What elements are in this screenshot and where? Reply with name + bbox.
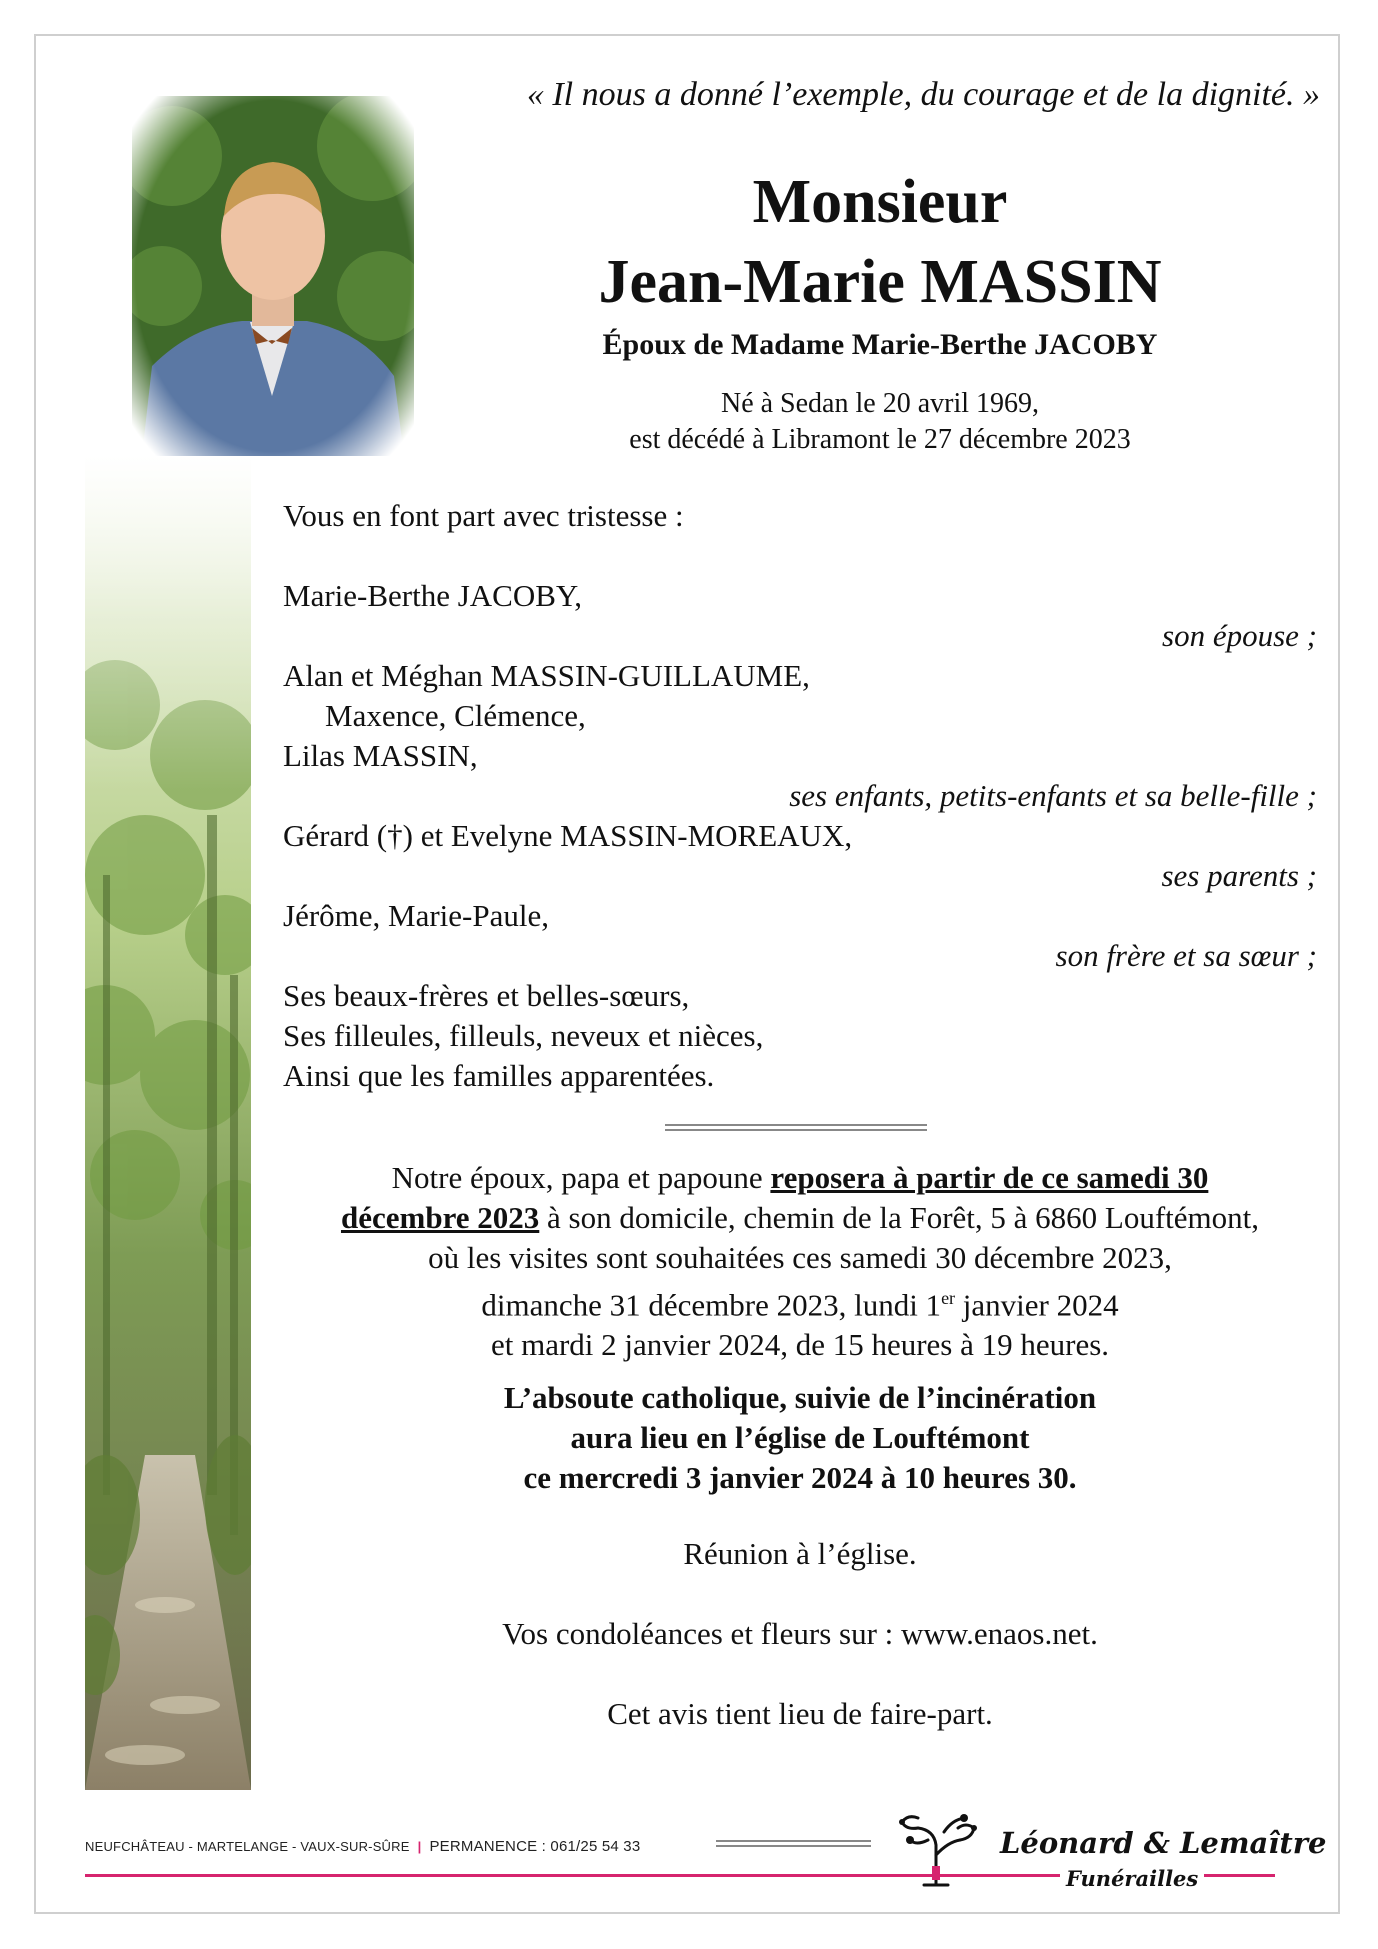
meeting-line: Réunion à l’église. xyxy=(683,1536,917,1571)
announce-highlight-1: reposera à partir de ce samedi 30 xyxy=(770,1160,1209,1195)
announce-line-4b: janvier 2024 xyxy=(955,1287,1119,1323)
family-relation: ses enfants, petits-enfants et sa belle-fille ; xyxy=(789,778,1317,813)
visitation-announcement xyxy=(283,1158,1317,1365)
dates-block xyxy=(520,386,1240,458)
honorific-title: Monsieur xyxy=(752,168,1008,236)
announce-line-3: où les visites sont souhaitées ces samedi 30 décembre 2023, xyxy=(428,1240,1172,1275)
tree-logo-icon xyxy=(888,1800,988,1890)
family-member: Jérôme, Marie-Paule, xyxy=(283,898,549,933)
condolences-line: Vos condoléances et fleurs sur : www.enaos.net. xyxy=(502,1616,1098,1651)
forest-path-image xyxy=(85,455,251,1790)
family-member: Alan et Méghan MASSIN-GUILLAUME, xyxy=(283,658,810,693)
notice-line: Cet avis tient lieu de faire-part. xyxy=(607,1696,993,1731)
ceremony-block xyxy=(283,1378,1317,1498)
ceremony-line-2: aura lieu en l’église de Louftémont xyxy=(570,1420,1030,1455)
family-member: Maxence, Clémence, xyxy=(325,698,586,733)
footer-separator: | xyxy=(417,1839,422,1854)
announce-address: à son domicile, chemin de la Forêt, 5 à 6860 Louftémont, xyxy=(539,1200,1260,1235)
spouse-line: Époux de Madame Marie-Berthe JACOBY xyxy=(602,328,1158,361)
birth-line: Né à Sedan le 20 avril 1969, xyxy=(720,388,1040,419)
family-list xyxy=(283,576,1317,1096)
family-member: Marie-Berthe JACOBY, xyxy=(283,578,583,613)
epitaph-quote: « Il nous a donné l’exemple, du courage et de la dignité. » xyxy=(526,76,1320,113)
family-relation: son frère et sa sœur ; xyxy=(1055,938,1317,973)
family-relation: ses parents ; xyxy=(1161,858,1317,893)
announce-highlight-2: décembre 2023 xyxy=(340,1200,540,1235)
family-member: Lilas MASSIN, xyxy=(283,738,478,773)
death-line: est décédé à Libramont le 27 décembre 2023 xyxy=(629,424,1131,455)
brand-subtitle: Funérailles xyxy=(1060,1866,1204,1891)
footer-permanence: PERMANENCE : 061/25 54 33 xyxy=(429,1838,641,1855)
announce-line-5: et mardi 2 janvier 2024, de 15 heures à 19 heures. xyxy=(490,1327,1110,1363)
ceremony-line-3: ce mercredi 3 janvier 2024 à 10 heures 30. xyxy=(523,1460,1077,1495)
family-member: Ses beaux-frères et belles-sœurs, xyxy=(283,978,690,1013)
deceased-name: Jean-Marie MASSIN xyxy=(598,248,1162,316)
footer-towns: NEUFCHÂTEAU - MARTELANGE - VAUX-SUR-SÛRE xyxy=(85,1839,410,1854)
separator-rule xyxy=(665,1124,927,1131)
family-relation: son épouse ; xyxy=(1162,618,1317,653)
announce-lead: Notre époux, papa et papoune xyxy=(391,1160,771,1195)
family-member: Gérard (†) et Evelyne MASSIN-MOREAUX, xyxy=(283,818,853,853)
footer-contact xyxy=(85,1838,640,1855)
family-member: Ses filleules, filleuls, neveux et nièces, xyxy=(283,1018,764,1053)
footer-rule xyxy=(716,1840,871,1847)
portrait-photo xyxy=(132,96,414,456)
announce-line-4-sup: er xyxy=(941,1288,956,1308)
brand-name: Léonard & Lemaître xyxy=(1000,1826,1327,1860)
announce-line-4a: dimanche 31 décembre 2023, lundi 1 xyxy=(481,1287,942,1323)
ceremony-line-1: L’absoute catholique, suivie de l’incinération xyxy=(503,1380,1097,1415)
family-member: Ainsi que les familles apparentées. xyxy=(283,1058,715,1093)
intro-line: Vous en font part avec tristesse : xyxy=(283,498,684,533)
